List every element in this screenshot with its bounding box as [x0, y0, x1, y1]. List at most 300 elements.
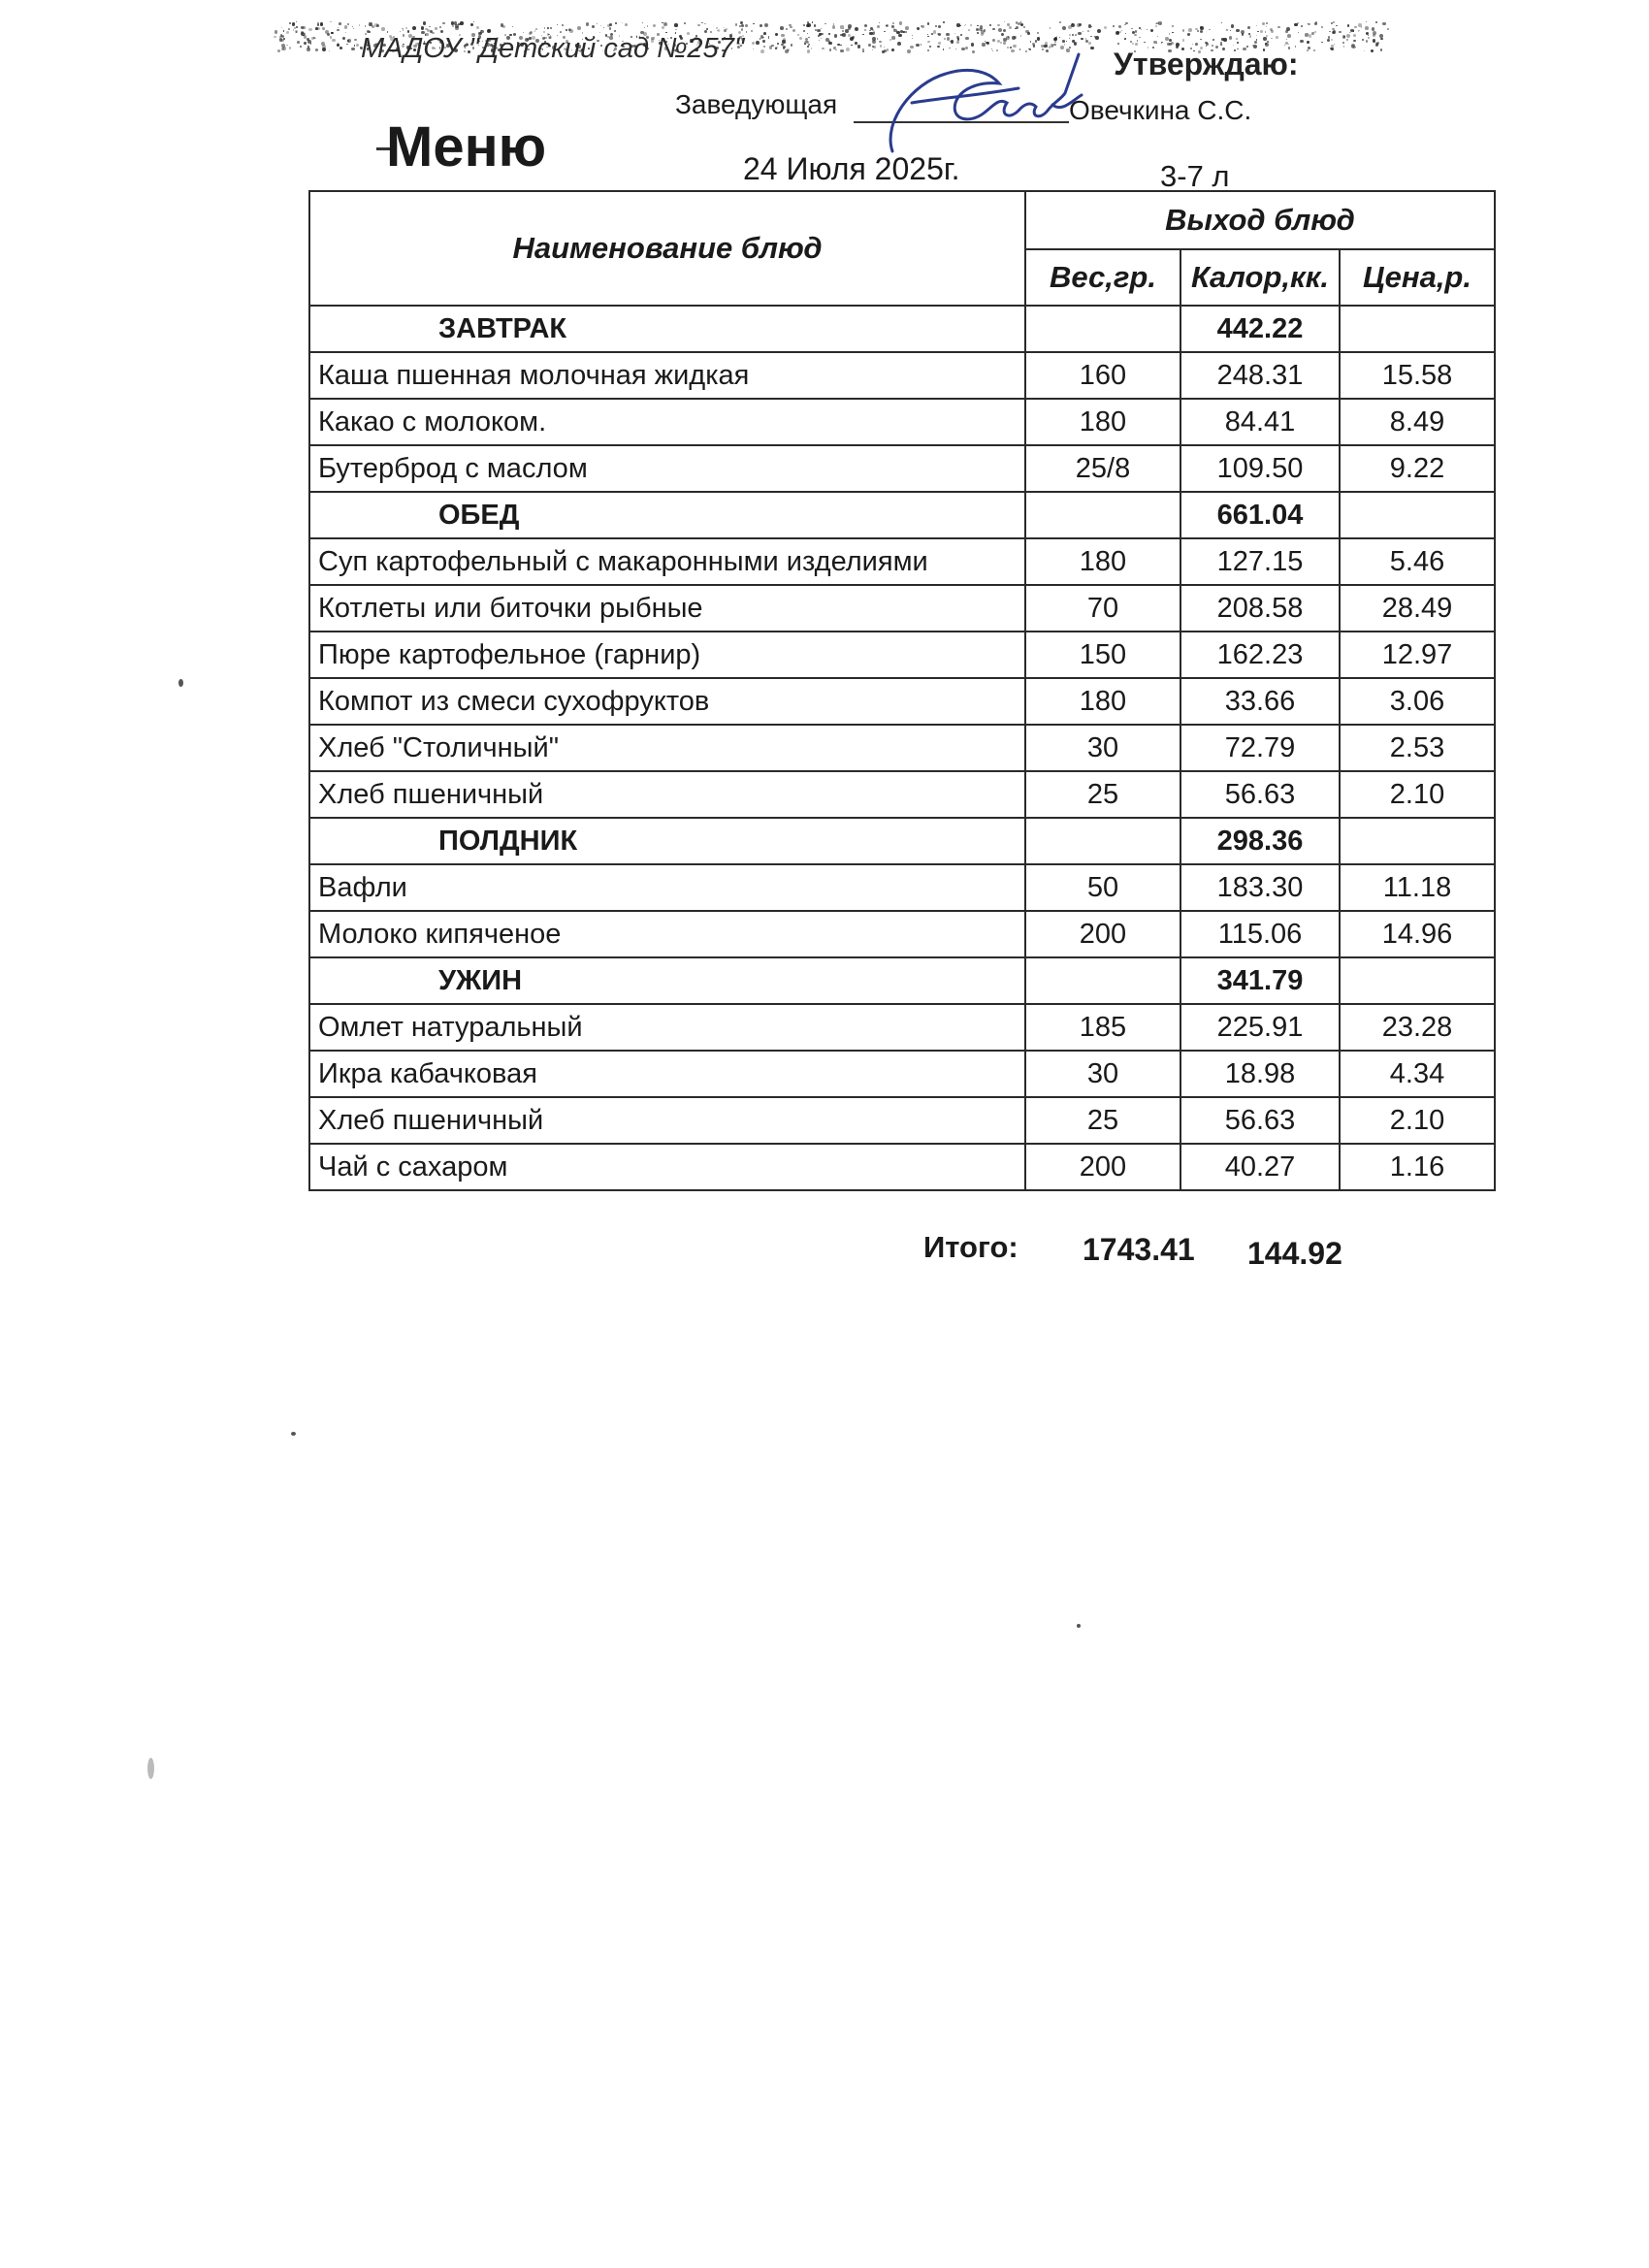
- noise-dot: [1342, 42, 1344, 44]
- noise-dot: [1182, 39, 1185, 42]
- noise-dot: [429, 26, 430, 27]
- noise-dot: [566, 29, 567, 31]
- noise-dot: [1000, 42, 1002, 44]
- noise-dot: [1054, 41, 1056, 43]
- noise-dot: [1157, 36, 1158, 37]
- noise-dot: [337, 44, 339, 46]
- noise-dot: [1387, 28, 1389, 30]
- table-header-row: [309, 191, 1495, 249]
- dish-price: 5.46: [1340, 538, 1495, 585]
- dish-weight: 180: [1025, 399, 1180, 445]
- scan-speck: [147, 1758, 154, 1779]
- dish-price: 15.58: [1340, 352, 1495, 399]
- noise-dot: [662, 26, 664, 29]
- noise-dot: [789, 24, 791, 26]
- dish-kcal: 18.98: [1180, 1051, 1340, 1097]
- noise-dot: [550, 27, 552, 29]
- noise-dot: [933, 30, 936, 33]
- noise-dot: [832, 25, 836, 29]
- noise-dot: [956, 41, 959, 44]
- noise-dot: [597, 23, 598, 24]
- noise-dot: [488, 29, 491, 32]
- noise-dot: [340, 47, 342, 49]
- noise-dot: [763, 32, 766, 35]
- noise-dot: [998, 28, 1002, 32]
- noise-dot: [829, 40, 830, 41]
- noise-dot: [821, 33, 823, 35]
- noise-dot: [344, 25, 347, 28]
- noise-dot: [724, 29, 727, 32]
- noise-dot: [288, 28, 289, 29]
- dish-weight: 150: [1025, 632, 1180, 678]
- noise-dot: [1020, 35, 1022, 37]
- noise-dot: [1139, 27, 1141, 29]
- noise-dot: [1147, 29, 1148, 30]
- noise-dot: [1294, 23, 1298, 27]
- noise-dot: [992, 28, 995, 31]
- noise-dot: [986, 42, 987, 44]
- noise-dot: [586, 22, 589, 25]
- noise-dot: [791, 44, 792, 46]
- noise-dot: [421, 26, 424, 29]
- noise-dot: [792, 29, 795, 32]
- noise-dot: [1119, 31, 1122, 34]
- noise-dot: [943, 21, 945, 23]
- noise-dot: [855, 27, 858, 31]
- noise-dot: [701, 22, 703, 24]
- noise-dot: [1062, 40, 1065, 43]
- dish-price: 28.49: [1340, 585, 1495, 632]
- noise-dot: [1373, 34, 1375, 37]
- director-name: Овечкина С.С.: [1069, 95, 1252, 125]
- noise-dot: [960, 34, 962, 36]
- noise-dot: [814, 24, 816, 26]
- noise-dot: [1382, 22, 1385, 25]
- noise-dot: [1298, 32, 1299, 33]
- section-kcal: 442.22: [1180, 306, 1340, 352]
- noise-dot: [760, 35, 763, 38]
- noise-dot: [944, 38, 946, 40]
- table-row: [309, 399, 1495, 445]
- header-kcal: Калор,кк.: [1180, 249, 1340, 306]
- noise-dot: [753, 23, 754, 24]
- noise-dot: [1376, 42, 1379, 45]
- dish-weight: 200: [1025, 911, 1180, 957]
- noise-dot: [1321, 42, 1323, 44]
- noise-dot: [846, 48, 850, 51]
- noise-dot: [977, 25, 978, 26]
- noise-dot: [1266, 26, 1267, 27]
- noise-dot: [1285, 30, 1288, 33]
- dish-name: Суп картофельный с макаронными изделиями: [309, 538, 1025, 585]
- noise-dot: [281, 35, 284, 38]
- noise-dot: [609, 27, 611, 29]
- noise-dot: [756, 41, 760, 45]
- noise-dot: [1346, 39, 1348, 41]
- noise-dot: [297, 41, 300, 44]
- dish-price: 2.10: [1340, 1097, 1495, 1144]
- dish-price: 8.49: [1340, 399, 1495, 445]
- dish-name: Хлеб пшеничный: [309, 771, 1025, 818]
- noise-dot: [1197, 30, 1199, 32]
- dish-name: Какао с молоком.: [309, 399, 1025, 445]
- noise-dot: [1187, 33, 1190, 36]
- noise-dot: [644, 27, 645, 28]
- noise-dot: [684, 22, 686, 24]
- noise-dot: [1188, 28, 1192, 32]
- noise-dot: [1078, 32, 1082, 36]
- noise-dot: [320, 22, 324, 26]
- noise-dot: [1313, 49, 1315, 51]
- dish-price: 23.28: [1340, 1004, 1495, 1051]
- noise-dot: [1309, 34, 1311, 37]
- dish-name: Икра кабачковая: [309, 1051, 1025, 1097]
- noise-dot: [1339, 31, 1341, 33]
- dish-price: 4.34: [1340, 1051, 1495, 1097]
- noise-dot: [663, 22, 667, 26]
- noise-dot: [1023, 26, 1026, 29]
- header-output: Выход блюд: [1025, 191, 1495, 249]
- noise-dot: [851, 45, 853, 47]
- noise-dot: [307, 48, 310, 51]
- section-kcal: 661.04: [1180, 492, 1340, 538]
- noise-dot: [753, 49, 755, 50]
- dish-weight: 200: [1025, 1144, 1180, 1190]
- noise-dot: [892, 22, 894, 24]
- noise-dot: [879, 22, 880, 23]
- noise-dot: [1366, 21, 1367, 22]
- noise-dot: [1329, 31, 1331, 33]
- noise-dot: [1314, 22, 1317, 25]
- dish-weight: 70: [1025, 585, 1180, 632]
- noise-dot: [1090, 47, 1094, 50]
- noise-dot: [806, 41, 809, 44]
- noise-dot: [927, 41, 929, 43]
- noise-dot: [1254, 41, 1257, 44]
- scan-speck: [178, 679, 183, 687]
- noise-dot: [764, 23, 768, 27]
- noise-dot: [1069, 38, 1070, 39]
- noise-dot: [1059, 21, 1060, 22]
- noise-dot: [1003, 29, 1006, 32]
- noise-dot: [442, 22, 444, 24]
- noise-dot: [283, 38, 285, 40]
- dish-kcal: 127.15: [1180, 538, 1340, 585]
- section-kcal: 298.36: [1180, 818, 1340, 864]
- noise-dot: [891, 36, 894, 39]
- dish-kcal: 225.91: [1180, 1004, 1340, 1051]
- noise-dot: [274, 36, 275, 38]
- header-dish-name: Наименование блюд: [309, 191, 1025, 306]
- noise-dot: [1141, 29, 1142, 30]
- noise-dot: [381, 27, 384, 30]
- table-row: [309, 864, 1495, 911]
- section-name: ОБЕД: [309, 492, 1025, 538]
- noise-dot: [1286, 39, 1287, 40]
- dish-price: 1.16: [1340, 1144, 1495, 1190]
- noise-dot: [1221, 22, 1222, 23]
- noise-dot: [1172, 32, 1173, 33]
- noise-dot: [760, 24, 762, 27]
- section-row: [309, 492, 1495, 538]
- noise-dot: [330, 21, 331, 22]
- noise-dot: [781, 44, 783, 46]
- noise-dot: [1004, 21, 1005, 22]
- dish-weight: 50: [1025, 864, 1180, 911]
- noise-dot: [300, 46, 302, 48]
- noise-dot: [476, 26, 479, 29]
- noise-dot: [1237, 42, 1239, 44]
- noise-dot: [310, 43, 312, 45]
- noise-dot: [840, 49, 844, 53]
- scan-speck: [291, 1432, 296, 1436]
- noise-dot: [989, 24, 990, 25]
- noise-dot: [339, 22, 341, 25]
- noise-dot: [642, 22, 643, 23]
- noise-dot: [289, 22, 291, 24]
- noise-dot: [592, 25, 595, 28]
- table-row: [309, 352, 1495, 399]
- noise-dot: [1342, 35, 1345, 38]
- noise-dot: [840, 34, 842, 36]
- totals-price: 144.92: [1247, 1236, 1342, 1271]
- noise-dot: [760, 49, 764, 53]
- noise-dot: [752, 42, 755, 45]
- noise-dot: [811, 48, 813, 49]
- dish-weight: 30: [1025, 1051, 1180, 1097]
- noise-dot: [547, 27, 549, 29]
- noise-dot: [1343, 46, 1344, 47]
- noise-dot: [769, 46, 773, 49]
- noise-dot: [352, 26, 353, 27]
- noise-dot: [296, 26, 298, 28]
- noise-dot: [1072, 34, 1074, 36]
- noise-dot: [1014, 36, 1017, 39]
- dish-price: 3.06: [1340, 678, 1495, 725]
- section-price-empty: [1340, 818, 1495, 864]
- noise-dot: [1113, 25, 1115, 27]
- noise-dot: [365, 25, 366, 26]
- noise-dot: [1332, 28, 1334, 30]
- noise-dot: [1220, 44, 1223, 47]
- noise-dot: [1366, 40, 1368, 42]
- section-name: УЖИН: [309, 957, 1025, 1004]
- dish-name: Хлеб "Столичный": [309, 725, 1025, 771]
- noise-dot: [893, 28, 895, 30]
- noise-dot: [803, 30, 805, 32]
- noise-dot: [1135, 30, 1138, 33]
- noise-dot: [797, 34, 799, 36]
- noise-dot: [315, 27, 318, 30]
- noise-dot: [1160, 23, 1161, 24]
- dish-weight: 185: [1025, 1004, 1180, 1051]
- noise-dot: [1081, 38, 1083, 41]
- noise-dot: [1364, 50, 1366, 52]
- table-row: [309, 678, 1495, 725]
- noise-dot: [342, 37, 345, 40]
- noise-dot: [935, 25, 937, 27]
- noise-dot: [325, 30, 329, 34]
- noise-dot: [1350, 29, 1354, 33]
- noise-dot: [956, 23, 959, 26]
- noise-dot: [891, 25, 892, 26]
- noise-dot: [864, 29, 866, 31]
- noise-dot: [308, 28, 312, 32]
- noise-dot: [1256, 25, 1257, 26]
- noise-dot: [1256, 35, 1258, 37]
- noise-dot: [912, 38, 913, 39]
- noise-dot: [369, 22, 372, 26]
- noise-dot: [1104, 26, 1107, 29]
- noise-dot: [927, 22, 930, 25]
- noise-dot: [781, 34, 784, 37]
- noise-dot: [1334, 44, 1335, 45]
- totals-label: Итого:: [923, 1230, 1018, 1264]
- noise-dot: [965, 37, 968, 40]
- noise-dot: [838, 44, 840, 46]
- table-row: [309, 445, 1495, 492]
- table-row: [309, 1097, 1495, 1144]
- header-price: Цена,р.: [1340, 249, 1495, 306]
- noise-dot: [322, 48, 326, 51]
- noise-dot: [821, 38, 822, 39]
- dish-kcal: 162.23: [1180, 632, 1340, 678]
- section-row: [309, 957, 1495, 1004]
- table-row: [309, 1051, 1495, 1097]
- noise-dot: [332, 39, 336, 43]
- noise-dot: [1144, 42, 1146, 44]
- noise-dot: [1192, 44, 1193, 45]
- noise-dot: [1380, 49, 1383, 51]
- handwritten-signature: [854, 45, 1086, 161]
- noise-dot: [502, 25, 505, 28]
- noise-dot: [741, 24, 744, 27]
- noise-dot: [1260, 30, 1263, 33]
- noise-dot: [1371, 49, 1374, 53]
- noise-dot: [777, 43, 779, 45]
- noise-dot: [1263, 37, 1266, 40]
- noise-dot: [1062, 26, 1066, 30]
- page-title: Меню: [386, 115, 547, 178]
- noise-dot: [1066, 41, 1067, 42]
- noise-dot: [1069, 34, 1071, 36]
- noise-dot: [1229, 36, 1232, 39]
- noise-dot: [938, 25, 941, 28]
- noise-dot: [354, 39, 356, 41]
- noise-dot: [1257, 31, 1258, 32]
- noise-dot: [947, 37, 950, 40]
- noise-dot: [470, 23, 474, 27]
- noise-dot: [848, 27, 852, 31]
- noise-dot: [1249, 35, 1252, 38]
- noise-dot: [877, 38, 879, 40]
- noise-dot: [1311, 32, 1313, 34]
- noise-dot: [286, 31, 289, 34]
- noise-dot: [1155, 23, 1157, 25]
- dish-price: 2.10: [1340, 771, 1495, 818]
- noise-dot: [786, 28, 788, 30]
- approval-heading: Утверждаю:: [1114, 47, 1299, 81]
- noise-dot: [1075, 34, 1077, 36]
- noise-dot: [877, 25, 880, 28]
- scan-speck: [1077, 1624, 1081, 1628]
- menu-date: 24 Июля 2025г.: [743, 151, 960, 186]
- noise-dot: [1248, 33, 1249, 34]
- noise-dot: [1131, 28, 1132, 29]
- noise-dot: [970, 24, 972, 26]
- noise-dot: [1361, 26, 1362, 27]
- noise-dot: [674, 23, 677, 26]
- noise-dot: [600, 25, 601, 26]
- noise-dot: [557, 24, 558, 25]
- noise-dot: [1200, 30, 1203, 33]
- noise-dot: [1300, 40, 1303, 43]
- noise-dot: [427, 29, 430, 32]
- noise-dot: [1209, 29, 1211, 31]
- noise-dot: [817, 29, 820, 32]
- table-row: [309, 632, 1495, 678]
- noise-dot: [562, 24, 564, 26]
- noise-dot: [1087, 30, 1089, 32]
- noise-dot: [1121, 30, 1122, 31]
- dish-kcal: 208.58: [1180, 585, 1340, 632]
- noise-dot: [1124, 38, 1126, 40]
- noise-dot: [807, 21, 809, 23]
- noise-dot: [359, 24, 361, 26]
- noise-dot: [1117, 43, 1119, 45]
- noise-dot: [345, 32, 347, 34]
- noise-dot: [746, 31, 747, 32]
- table-row: [309, 1144, 1495, 1190]
- dish-weight: 180: [1025, 678, 1180, 725]
- dish-kcal: 40.27: [1180, 1144, 1340, 1190]
- noise-dot: [1169, 33, 1170, 34]
- noise-dot: [535, 28, 537, 30]
- section-weight-empty: [1025, 818, 1180, 864]
- noise-dot: [889, 39, 891, 41]
- noise-dot: [1353, 34, 1356, 37]
- noise-dot: [1372, 27, 1374, 30]
- noise-dot: [931, 33, 933, 35]
- noise-dot: [992, 39, 995, 42]
- table-row: [309, 725, 1495, 771]
- noise-dot: [1037, 32, 1038, 33]
- noise-dot: [927, 36, 928, 37]
- noise-dot: [852, 36, 855, 39]
- noise-dot: [739, 25, 741, 27]
- table-row: [309, 1004, 1495, 1051]
- dish-kcal: 56.63: [1180, 771, 1340, 818]
- dish-price: 11.18: [1340, 864, 1495, 911]
- noise-dot: [1308, 23, 1310, 26]
- dish-name: Чай с сахаром: [309, 1144, 1025, 1190]
- noise-dot: [1368, 35, 1369, 36]
- noise-dot: [898, 34, 902, 38]
- noise-dot: [1161, 43, 1162, 44]
- noise-dot: [403, 29, 404, 31]
- noise-dot: [775, 33, 778, 36]
- noise-dot: [1223, 38, 1226, 41]
- noise-dot: [1139, 37, 1140, 38]
- noise-dot: [1050, 27, 1051, 29]
- dish-weight: 25: [1025, 771, 1180, 818]
- noise-dot: [1124, 24, 1125, 25]
- noise-dot: [304, 42, 307, 45]
- dish-kcal: 33.66: [1180, 678, 1340, 725]
- dish-weight: 25/8: [1025, 445, 1180, 492]
- noise-dot: [818, 35, 820, 37]
- noise-dot: [1362, 39, 1364, 41]
